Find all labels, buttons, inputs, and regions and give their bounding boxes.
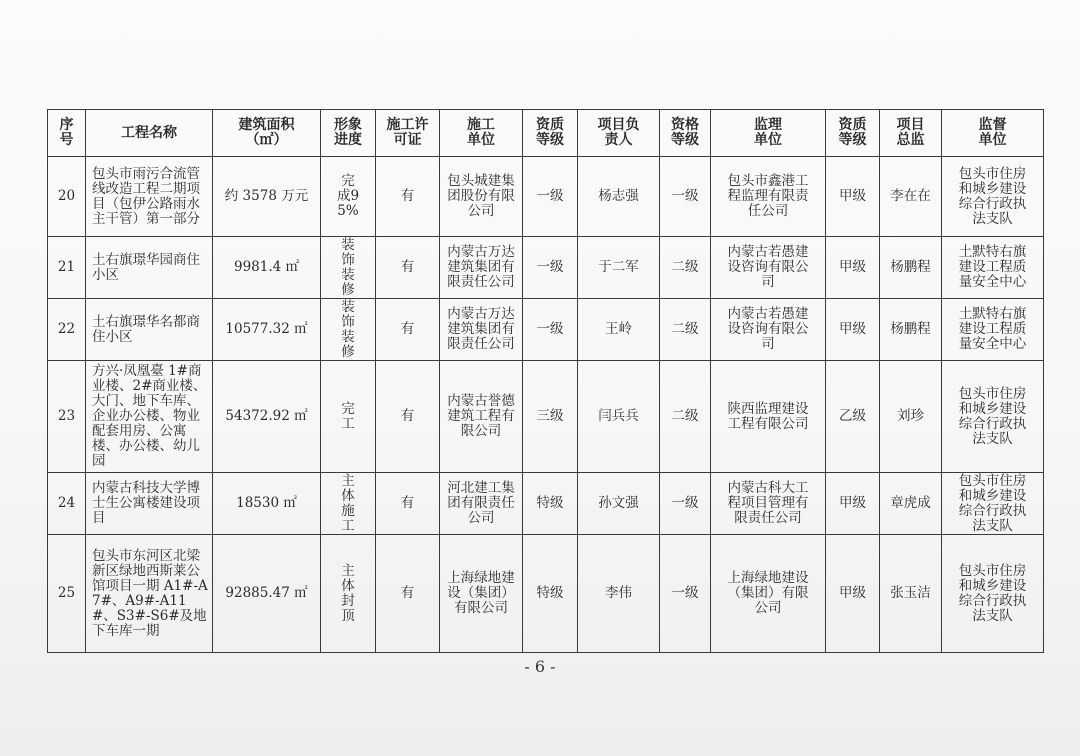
header-chief: 项目总监 bbox=[880, 110, 942, 157]
cell-supervisor: 陕西监理建设工程有限公司 bbox=[711, 361, 826, 473]
cell-chief: 杨鹏程 bbox=[880, 237, 942, 299]
cell-manager: 李伟 bbox=[578, 535, 660, 653]
cell-supervisor-grade: 乙级 bbox=[826, 361, 880, 473]
cell-project-name: 土右旗璟华园商住小区 bbox=[86, 237, 213, 299]
header-supervisor-grade: 资质等级 bbox=[826, 110, 880, 157]
cell-project-name: 内蒙古科技大学博士生公寓楼建设项目 bbox=[86, 473, 213, 535]
cell-contractor: 上海绿地建设（集团）有限公司 bbox=[440, 535, 523, 653]
cell-progress: 装饰装修 bbox=[321, 237, 376, 299]
cell-manager: 王岭 bbox=[578, 299, 660, 361]
cell-area: 10577.32 ㎡ bbox=[213, 299, 321, 361]
cell-area: 18530 ㎡ bbox=[213, 473, 321, 535]
cell-oversight: 包头市住房和城乡建设综合行政执法支队 bbox=[942, 473, 1044, 535]
cell-contractor-grade: 三级 bbox=[523, 361, 578, 473]
cell-oversight: 土默特右旗建设工程质量安全中心 bbox=[942, 237, 1044, 299]
table-row bbox=[48, 237, 1044, 299]
cell-oversight: 土默特右旗建设工程质量安全中心 bbox=[942, 299, 1044, 361]
cell-supervisor-grade: 甲级 bbox=[826, 473, 880, 535]
cell-permit: 有 bbox=[376, 157, 440, 237]
cell-progress: 主体施工 bbox=[321, 473, 376, 535]
cell-contractor: 包头城建集团股份有限公司 bbox=[440, 157, 523, 237]
cell-manager: 闫兵兵 bbox=[578, 361, 660, 473]
cell-supervisor-grade: 甲级 bbox=[826, 535, 880, 653]
cell-manager-grade: 二级 bbox=[660, 361, 711, 473]
cell-chief: 杨鹏程 bbox=[880, 299, 942, 361]
cell-manager: 于二军 bbox=[578, 237, 660, 299]
cell-area: 92885.47 ㎡ bbox=[213, 535, 321, 653]
cell-contractor-grade: 特级 bbox=[523, 535, 578, 653]
cell-area: 约 3578 万元 bbox=[213, 157, 321, 237]
cell-seq: 21 bbox=[48, 237, 86, 299]
table-row bbox=[48, 473, 1044, 535]
cell-permit: 有 bbox=[376, 473, 440, 535]
cell-project-name: 包头市雨污合流管线改造工程二期项目（包伊公路雨水主干管）第一部分 bbox=[86, 157, 213, 237]
cell-chief: 章虎成 bbox=[880, 473, 942, 535]
project-table bbox=[47, 109, 1044, 653]
cell-supervisor-grade: 甲级 bbox=[826, 299, 880, 361]
table-row bbox=[48, 299, 1044, 361]
table-header-row bbox=[48, 110, 1044, 157]
table-row bbox=[48, 361, 1044, 473]
header-contractor-grade: 资质等级 bbox=[523, 110, 578, 157]
table-row bbox=[48, 157, 1044, 237]
project-table-container bbox=[47, 109, 1043, 653]
cell-progress: 主体封顶 bbox=[321, 535, 376, 653]
table-row bbox=[48, 535, 1044, 653]
header-oversight: 监督单位 bbox=[942, 110, 1044, 157]
header-area: 建筑面积（㎡） bbox=[213, 110, 321, 157]
header-contractor: 施工单位 bbox=[440, 110, 523, 157]
cell-area: 9981.4 ㎡ bbox=[213, 237, 321, 299]
cell-contractor-grade: 一级 bbox=[523, 237, 578, 299]
cell-seq: 24 bbox=[48, 473, 86, 535]
cell-contractor-grade: 一级 bbox=[523, 299, 578, 361]
cell-permit: 有 bbox=[376, 237, 440, 299]
cell-contractor: 内蒙古誉德建筑工程有限公司 bbox=[440, 361, 523, 473]
cell-supervisor: 上海绿地建设（集团）有限公司 bbox=[711, 535, 826, 653]
cell-permit: 有 bbox=[376, 535, 440, 653]
cell-area: 54372.92 ㎡ bbox=[213, 361, 321, 473]
cell-chief: 刘珍 bbox=[880, 361, 942, 473]
cell-supervisor: 包头市鑫港工程监理有限责任公司 bbox=[711, 157, 826, 237]
cell-contractor: 内蒙古万达建筑集团有限责任公司 bbox=[440, 237, 523, 299]
cell-supervisor: 内蒙古科大工程项目管理有限责任公司 bbox=[711, 473, 826, 535]
cell-manager: 杨志强 bbox=[578, 157, 660, 237]
cell-permit: 有 bbox=[376, 361, 440, 473]
cell-permit: 有 bbox=[376, 299, 440, 361]
cell-contractor-grade: 一级 bbox=[523, 157, 578, 237]
cell-chief: 张玉洁 bbox=[880, 535, 942, 653]
cell-project-name: 方兴·凤凰臺 1#商业楼、2#商业楼、大门、地下车库、企业办公楼、物业配套用房、公寓楼、办公楼、幼儿园 bbox=[86, 361, 213, 473]
cell-project-name: 土右旗璟华名都商住小区 bbox=[86, 299, 213, 361]
page-number: - 6 - bbox=[524, 657, 556, 676]
cell-contractor: 河北建工集团有限责任公司 bbox=[440, 473, 523, 535]
cell-manager-grade: 一级 bbox=[660, 535, 711, 653]
cell-supervisor: 内蒙古若愚建设咨询有限公司 bbox=[711, 299, 826, 361]
cell-supervisor: 内蒙古若愚建设咨询有限公司 bbox=[711, 237, 826, 299]
cell-project-name: 包头市东河区北梁新区绿地西斯莱公馆项目一期 A1#-A7#、A9#-A11#、S3#-S6#及地下车库一期 bbox=[86, 535, 213, 653]
cell-manager-grade: 一级 bbox=[660, 157, 711, 237]
cell-oversight: 包头市住房和城乡建设综合行政执法支队 bbox=[942, 157, 1044, 237]
cell-contractor: 内蒙古万达建筑集团有限责任公司 bbox=[440, 299, 523, 361]
cell-manager: 孙文强 bbox=[578, 473, 660, 535]
cell-manager-grade: 二级 bbox=[660, 237, 711, 299]
cell-manager-grade: 二级 bbox=[660, 299, 711, 361]
header-seq: 序号 bbox=[48, 110, 86, 157]
header-permit: 施工许可证 bbox=[376, 110, 440, 157]
cell-chief: 李在在 bbox=[880, 157, 942, 237]
cell-manager-grade: 一级 bbox=[660, 473, 711, 535]
cell-seq: 22 bbox=[48, 299, 86, 361]
cell-seq: 25 bbox=[48, 535, 86, 653]
cell-seq: 23 bbox=[48, 361, 86, 473]
cell-supervisor-grade: 甲级 bbox=[826, 237, 880, 299]
cell-seq: 20 bbox=[48, 157, 86, 237]
header-project-name: 工程名称 bbox=[86, 110, 213, 157]
cell-progress: 完成95% bbox=[321, 157, 376, 237]
cell-progress: 装饰装修 bbox=[321, 299, 376, 361]
header-manager: 项目负责人 bbox=[578, 110, 660, 157]
cell-oversight: 包头市住房和城乡建设综合行政执法支队 bbox=[942, 535, 1044, 653]
cell-supervisor-grade: 甲级 bbox=[826, 157, 880, 237]
cell-contractor-grade: 特级 bbox=[523, 473, 578, 535]
table-body bbox=[48, 157, 1044, 653]
cell-progress: 完工 bbox=[321, 361, 376, 473]
header-progress: 形象进度 bbox=[321, 110, 376, 157]
header-supervisor: 监理单位 bbox=[711, 110, 826, 157]
cell-oversight: 包头市住房和城乡建设综合行政执法支队 bbox=[942, 361, 1044, 473]
header-manager-grade: 资格等级 bbox=[660, 110, 711, 157]
